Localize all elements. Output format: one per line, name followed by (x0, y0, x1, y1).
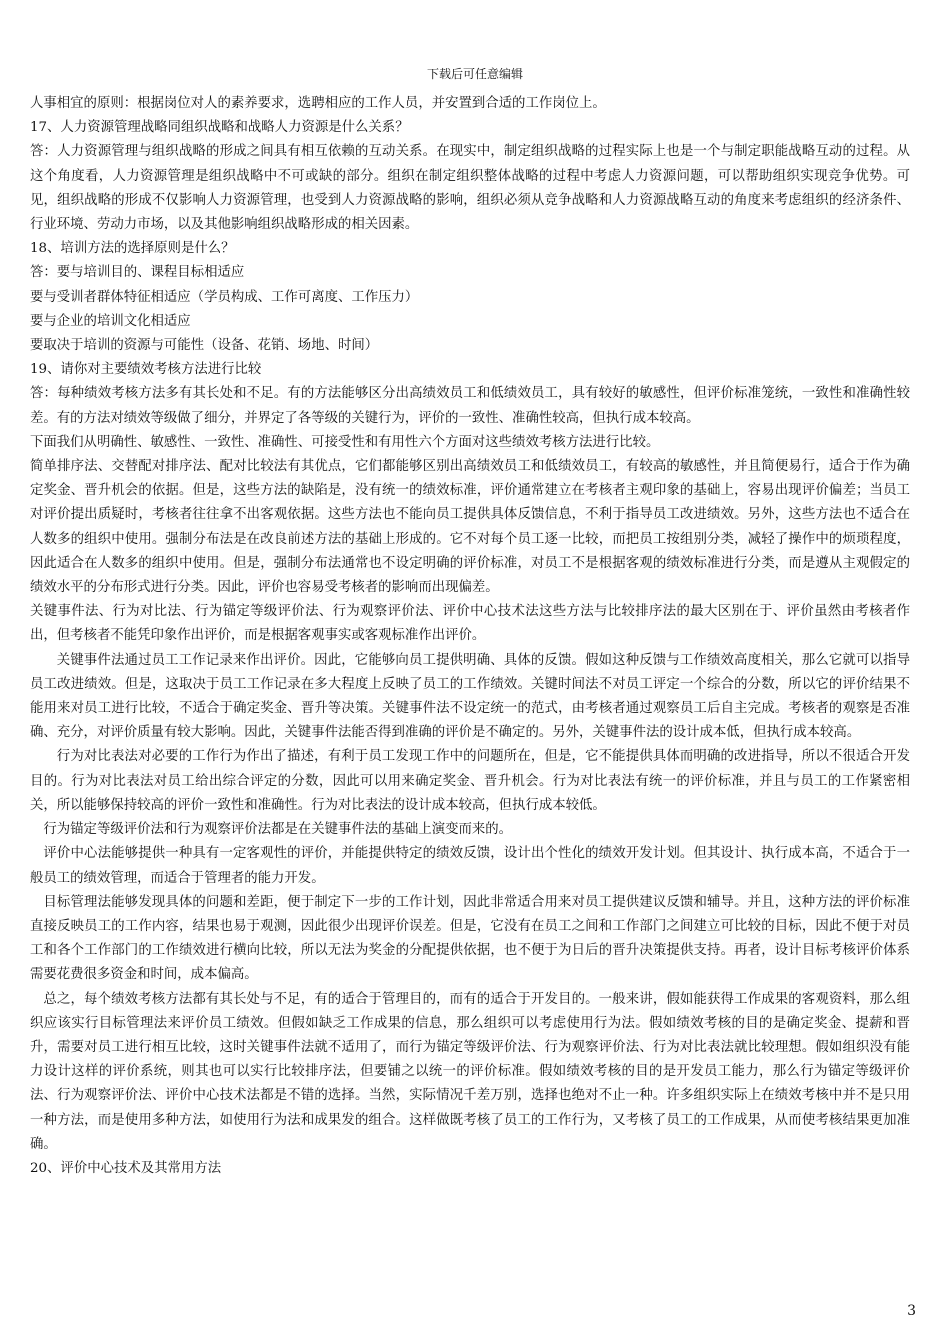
paragraph: 行为对比表法对必要的工作行为作出了描述，有利于员工发现工作中的问题所在，但是，它不能提供具体而明确的改进指导，所以不很适合开发目的。行为对比表法对员工给出综合评定的分数，因此可以用来确定奖金、晋升机会。行为对比表法有统一的评价标准，并且与员工的工作紧密相关，所以能够保持较高的评价一致性和准确性。行为对比表法的设计成本较高，但执行成本较低。 (30, 749, 910, 813)
paragraph: 答：每种绩效考核方法多有其长处和不足。有的方法能够区分出高绩效员工和低绩效员工，具有较好的敏感性，但评价标准笼统，一致性和准确性较差。有的方法对绩效等级做了细分，并界定了各等级的关键行为，评价的一致性、准确性较高，但执行成本较高。 (30, 386, 910, 426)
paragraph: 关键事件法通过员工工作记录来作出评价。因此，它能够向员工提供明确、具体的反馈。假如这种反馈与工作绩效高度相关，那么它就可以指导员工改进绩效。但是，这取决于员工工作记录在多大程度上反映了员工的工作绩效。关键时间法不对员工评定一个综合的分数，所以它的评价结果不能用来对员工进行比较，不适合于确定奖金、晋升等决策。关键事件法不设定统一的范式，由考核者通过观察员工后自主完成。考核者的观察是否准确、充分，对评价质量有较大影响。因此，关键事件法能否得到准确的评价是不确定的。另外，关键事件法的设计成本低，但执行成本较高。 (30, 652, 910, 741)
paragraph: 下面我们从明确性、敏感性、一致性、准确性、可接受性和有用性六个方面对这些绩效考核方法进行比较。 (30, 434, 660, 450)
paragraph: 人事相宜的原则：根据岗位对人的素养要求，选聘相应的工作人员，并安置到合适的工作岗位上。 (30, 96, 606, 111)
document-body (30, 92, 910, 1181)
page-number: 3 (907, 1303, 916, 1319)
question-heading: 17、人力资源管理战略同组织战略和战略人力资源是什么关系？ (30, 120, 409, 136)
paragraph: 要取决于培训的资源与可能性（设备、花销、场地、时间） (30, 338, 379, 354)
paragraph: 评价中心法能够提供一种具有一定客观性的评价，并能提供特定的绩效反馈，设计出个性化的绩效开发计划。但其设计、执行成本高，不适合于一般员工的绩效管理，而适合于管理者的能力开发。 (30, 846, 910, 886)
paragraph: 答：要与培训目的、课程目标相适应 (30, 265, 245, 281)
paragraph: 关键事件法、行为对比法、行为锚定等级评价法、行为观察评价法、评价中心技术法这些方法与比较排序法的最大区别在于、评价虽然由考核者作出，但考核者不能凭印象作出评价，而是根据客观事实或客观标准作出评价。 (30, 604, 910, 644)
question-heading: 18、培训方法的选择原则是什么？ (30, 241, 235, 257)
paragraph: 目标管理法能够发现具体的问题和差距，便于制定下一步的工作计划，因此非常适合用来对员工提供建议反馈和辅导。并且，这种方法的评价标准直接反映员工的工作内容，结果也易于观测，因此很少出现评价误差。但是，它没有在员工之间和工作部门之间建立可比较的目标，因此不便于对员工和各个工作部门的工作绩效进行横向比较，所以无法为奖金的分配提供依据，也不便于为日后的晋升决策提供支持。再者，设计目标考核评价体系需要花费很多资金和时间，成本偏高。 (30, 894, 910, 983)
paragraph: 总之，每个绩效考核方法都有其长处与不足，有的适合于管理目的，而有的适合于开发目的。一般来讲，假如能获得工作成果的客观资料，那么组织应该实行目标管理法来评价员工绩效。但假如缺乏工作成果的信息，那么组织可以考虑使用行为法。假如绩效考核的目的是确定奖金、提薪和晋升，需要对员工进行相互比较，这时关键事件法就不适用了，而行为锚定等级评价法、行为观察评价法、行为对比表法就比较理想。假如组织没有能力设计这样的评价系统，则其也可以实行比较排序法，但要铺之以统一的评价标准。假如绩效考核的目的是开发员工能力，那么行为锚定等级评价法、行为观察评价法、评价中心技术法都是不错的选择。当然，实际情况千差万别，选择也绝对不止一种。许多组织实际上在绩效考核中并不是只用一种方法，而是使用多种方法，如使用行为法和成果发的组合。这样做既考核了员工的工作行为，又考核了员工的工作成果，从而使考核结果更加准确。 (30, 991, 910, 1152)
question-heading: 19、请你对主要绩效考核方法进行比较 (30, 362, 262, 378)
paragraph: 要与受训者群体特征相适应（学员构成、工作可离度、工作压力） (30, 289, 419, 305)
paragraph: 简单排序法、交替配对排序法、配对比较法有其优点，它们都能够区别出高绩效员工和低绩效员工，有较高的敏感性，并且简便易行，适合于作为确定奖金、晋升机会的依据。但是，这些方法的缺陷是，没有统一的绩效标准，评价通常建立在考核者主观印象的基础上，容易出现评价偏差；当员工对评价提出质疑时，考核者往往拿不出客观依据。这些方法也不能向员工提供具体反馈信息，不利于指导员工改进绩效。另外，这些方法也不适合在人数多的组织中使用。强制分布法是在改良前述方法的基础上形成的。它不对每个员工逐一比较，而把员工按组别分类，减轻了操作中的烦琐程度，因此适合在人数多的组织中使用。但是，强制分布法通常也不设定明确的评价标准，对员工不是根据客观的绩效标准进行分类，而是遵从主观假定的绩效水平的分布形式进行分类。因此，评价也容易受考核者的影响而出现偏差。 (30, 459, 910, 596)
paragraph: 行为锚定等级评价法和行为观察评价法都是在关键事件法的基础上演变而来的。 (43, 822, 513, 838)
page-header: 下载后可任意编辑 (426, 67, 523, 81)
question-heading: 20、评价中心技术及其常用方法 (30, 1160, 222, 1176)
paragraph: 要与企业的培训文化相适应 (30, 313, 191, 329)
paragraph: 答：人力资源管理与组织战略的形成之间具有相互依赖的互动关系。在现实中，制定组织战略的过程实际上也是一个与制定职能战略互动的过程。从这个角度看，人力资源管理是组织战略中不可或缺的部分。组织在制定组织整体战略的过程中考虑人力资源问题，可以帮助组织实现竞争优势。可见，组织战略的形成不仅影响人力资源管理，也受到人力资源战略的影响，组织必须从竞争战略和人力资源战略互动的角度来考虑组织的经济条件、行业环境、劳动力市场，以及其他影响组织战略形成的相关因素。 (30, 144, 910, 233)
